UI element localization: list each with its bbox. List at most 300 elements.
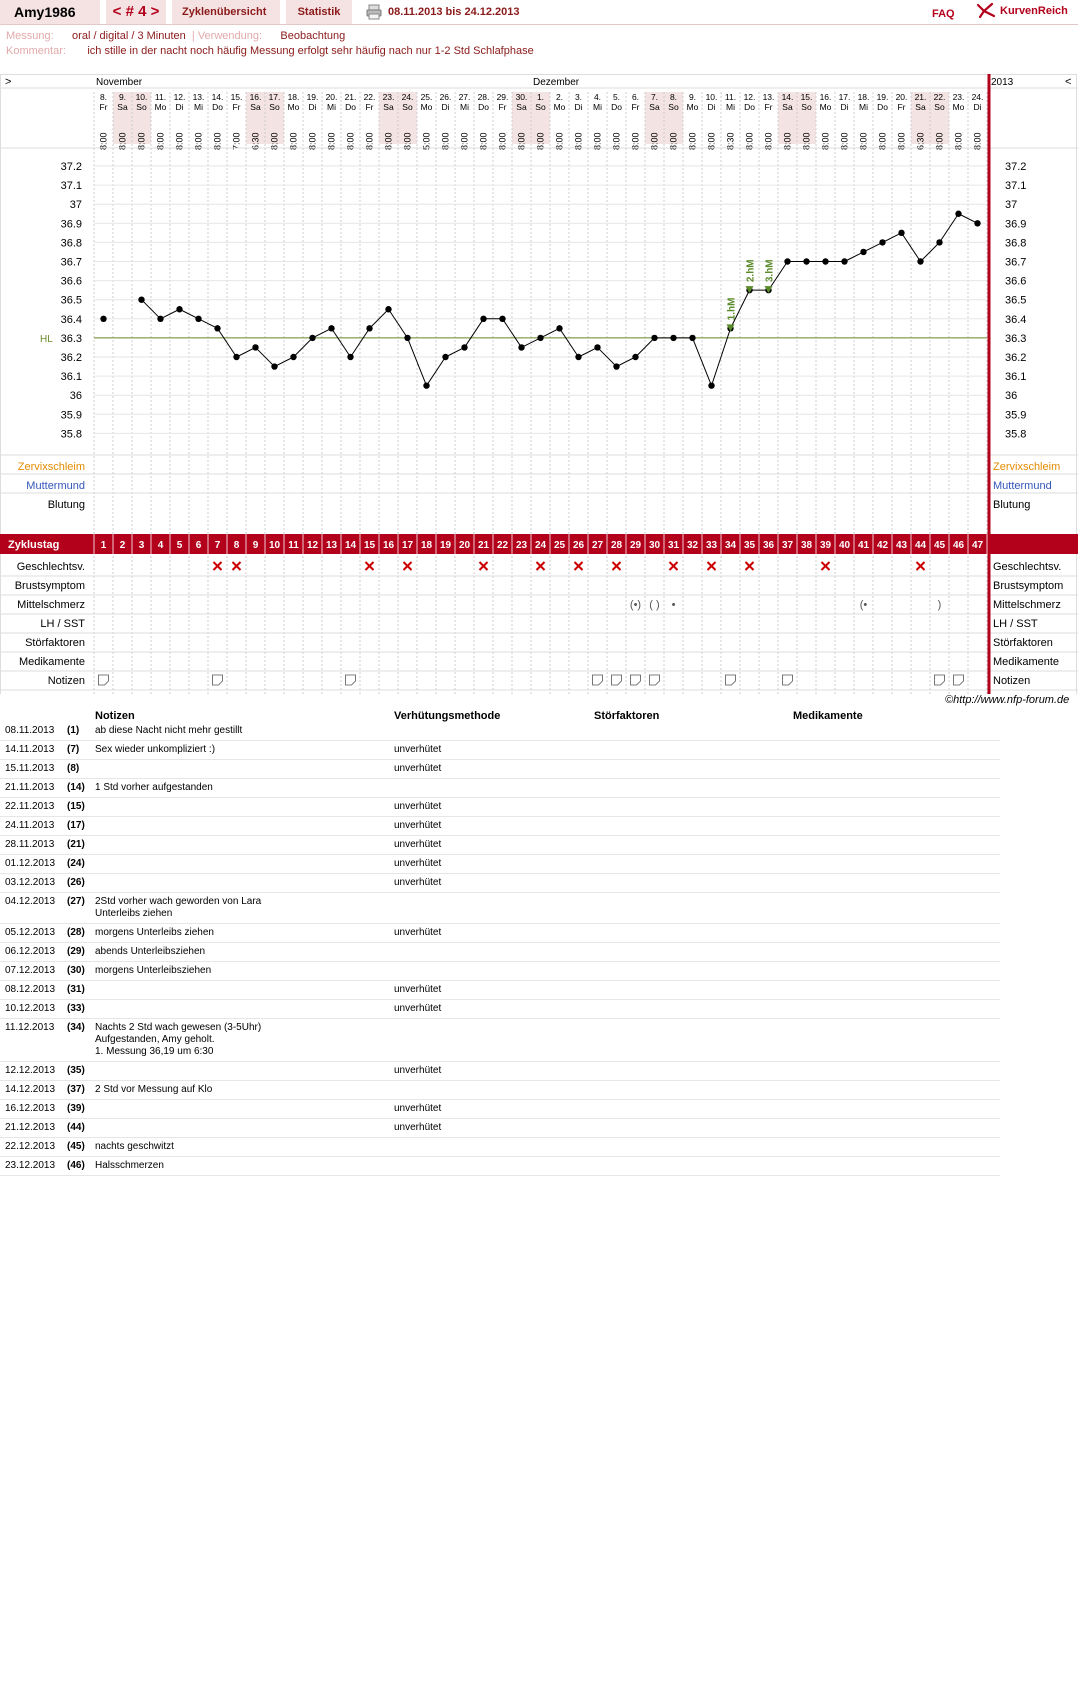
temperature-point: [613, 363, 619, 369]
weekday-label: Mo: [420, 102, 433, 112]
date-label: 25.: [420, 92, 433, 102]
weekday-label: Sa: [915, 102, 926, 112]
notes-row: [0, 1159, 1000, 1176]
cycle-day-number: 20: [458, 540, 471, 551]
time-label: 8:00: [972, 132, 983, 150]
note-date: 22.12.2013: [5, 1141, 56, 1152]
cycle-day-number: 3: [138, 540, 145, 551]
weekday-label: Fr: [498, 102, 507, 112]
date-label: 29.: [496, 92, 509, 102]
note-date: 23.12.2013: [5, 1160, 56, 1171]
date-label: 12.: [173, 92, 186, 102]
weekday-label: So: [136, 102, 147, 112]
row-label-right: Muttermund: [993, 480, 1052, 492]
weekday-label: Do: [478, 102, 489, 112]
y-tick-right: 36.2: [1005, 352, 1027, 364]
logo-icon: [976, 2, 996, 20]
time-label: 8:00: [269, 132, 280, 150]
note-text: Nachts 2 Std wach gewesen (3-5Uhr) Aufgestanden, Amy geholt. 1. Messung 36,19 um 6:30: [95, 1022, 262, 1057]
time-label: 8:00: [820, 132, 831, 150]
y-tick-left: 36.4: [60, 313, 82, 326]
time-label: 8:00: [516, 132, 527, 150]
temperature-point: [100, 316, 106, 322]
weekday-label: Di: [441, 102, 450, 112]
temperature-point: [176, 306, 182, 312]
note-text: morgens Unterleibs ziehen: [95, 927, 214, 938]
time-label: 8:00: [117, 132, 128, 150]
cycle-day-number: 30: [648, 540, 661, 551]
date-label: 8.: [99, 92, 108, 102]
notes-row: [0, 1064, 1000, 1081]
weekday-label: Fr: [764, 102, 773, 112]
date-label: 1.: [536, 92, 545, 102]
note-date: 11.12.2013: [5, 1022, 55, 1033]
logo-text: KurvenReich: [1000, 5, 1068, 17]
time-label: 8:00: [326, 132, 337, 150]
weekday-label: Sa: [649, 102, 660, 112]
time-label: 8:00: [155, 132, 166, 150]
month-label: November: [96, 77, 143, 88]
weekday-label: So: [668, 102, 679, 112]
time-label: 8:00: [839, 132, 850, 150]
temperature-point: [404, 335, 410, 341]
note-text: Sex wieder unkompliziert :): [95, 744, 216, 755]
y-tick-right: 36.5: [1005, 294, 1027, 307]
date-label: 10.: [705, 92, 718, 102]
time-label: 8:30: [725, 132, 736, 150]
y-tick-right: 36.4: [1005, 313, 1027, 326]
cycle-day-number: 15: [363, 540, 376, 551]
y-tick-left: 36.9: [60, 218, 82, 231]
time-label: 8:00: [535, 132, 546, 150]
time-label: 8:00: [744, 132, 755, 150]
y-tick-left: 36.7: [60, 256, 82, 269]
notes-row: [0, 983, 1000, 1000]
notes-row: [0, 781, 1000, 798]
cycle-day-number: 36: [762, 540, 775, 551]
y-tick-left: 35.9: [60, 409, 82, 422]
time-label: 8:00: [801, 132, 812, 150]
date-label: 17.: [268, 92, 281, 102]
mittelschmerz-mark: •: [671, 599, 676, 611]
cycle-day-number: 19: [439, 540, 452, 551]
cycle-day-number: 21: [477, 540, 490, 551]
weekday-label: Mo: [553, 102, 566, 112]
temperature-point: [328, 325, 334, 331]
cycle-day-number: 25: [553, 540, 566, 551]
note-date: 06.12.2013: [5, 946, 56, 957]
cycle-day-number: 38: [800, 540, 813, 551]
date-label: 14.: [211, 92, 224, 102]
y-tick-left: 37.1: [60, 180, 82, 193]
temperature-point: [670, 335, 676, 341]
temperature-point: [936, 239, 942, 245]
date-label: 15.: [230, 92, 243, 102]
note-text: 2 Std vor Messung auf Klo: [95, 1084, 213, 1095]
note-date: 07.12.2013: [5, 965, 56, 976]
cycle-day-label: Zyklustag: [8, 539, 60, 551]
date-label: 21.: [914, 92, 927, 102]
date-label: 24.: [971, 92, 984, 102]
date-label: 3.: [574, 92, 583, 102]
note-date: 08.11.2013: [5, 725, 55, 736]
date-label: 30.: [515, 92, 528, 102]
y-tick-right: 36.8: [1005, 237, 1027, 250]
time-label: 8:00: [345, 132, 356, 150]
time-label: 8:00: [136, 132, 147, 150]
weekday-label: Do: [345, 102, 356, 112]
notes-row: [0, 1140, 1000, 1157]
temperature-point: [366, 325, 372, 331]
date-label: 11.: [724, 92, 737, 102]
cycle-day-number: 1: [100, 540, 107, 551]
temperature-point: [442, 354, 448, 360]
time-label: 8:00: [174, 132, 185, 150]
date-label: 13.: [192, 92, 205, 102]
time-label: 8:00: [592, 132, 603, 150]
weekday-label: Di: [840, 102, 849, 112]
notes-row: [0, 1121, 1000, 1138]
weekday-label: So: [801, 102, 812, 112]
cycle-day-number: 11: [288, 540, 299, 551]
weekday-label: Fr: [365, 102, 374, 112]
temperature-point: [917, 258, 923, 264]
temperature-point: [138, 297, 144, 303]
weekday-label: Sa: [516, 102, 527, 112]
method-header: Verhütungsmethode: [394, 710, 501, 722]
time-label: 5:00: [421, 132, 432, 150]
temperature-point: [708, 382, 714, 388]
cycle-day-number: 6: [195, 540, 202, 551]
weekday-label: Mi: [327, 102, 336, 112]
notes-row: [0, 1021, 1000, 1062]
row-label-right: LH / SST: [993, 618, 1038, 630]
measurement-label: Messung:: [6, 30, 54, 42]
note-method: unverhütet: [394, 1122, 442, 1133]
y-tick-left: 36.1: [60, 371, 82, 384]
weekday-label: Sa: [782, 102, 793, 112]
temperature-point: [974, 220, 980, 226]
weekday-label: Mo: [952, 102, 965, 112]
notes-row: [0, 895, 1000, 924]
cycle-day-number: 7: [214, 540, 221, 551]
note-cycle-day: (33): [67, 1003, 85, 1014]
cycle-day-number: 33: [705, 540, 718, 551]
top-bar: [0, 0, 1078, 25]
medication-header: Medikamente: [793, 710, 863, 722]
y-tick-right: 36.7: [1005, 256, 1027, 269]
time-label: 8:00: [497, 132, 508, 150]
tab-statistics[interactable]: Statistik: [286, 0, 352, 24]
note-cycle-day: (28): [67, 927, 85, 938]
notes-row: [0, 876, 1000, 893]
cycle-day-number: 13: [325, 540, 338, 551]
temperature-point: [309, 335, 315, 341]
weekday-label: Mo: [287, 102, 300, 112]
cycle-day-number: 26: [572, 540, 585, 551]
note-cycle-day: (29): [67, 946, 85, 957]
date-label: 27.: [458, 92, 471, 102]
date-label: 11.: [154, 92, 167, 102]
time-label: 8:00: [687, 132, 698, 150]
temperature-point: [537, 335, 543, 341]
time-label: 8:00: [402, 132, 413, 150]
y-tick-right: 36.9: [1005, 218, 1027, 231]
weekday-label: Mi: [460, 102, 469, 112]
row-label-left: LH / SST: [40, 618, 85, 630]
date-label: 16.: [819, 92, 832, 102]
cycle-day-number: 4: [157, 540, 164, 551]
row-label-right: Störfaktoren: [993, 637, 1053, 649]
note-text: morgens Unterleibsziehen: [95, 965, 212, 976]
weekday-label: Di: [175, 102, 184, 112]
y-tick-left: 36.3: [60, 332, 82, 345]
temperature-point: [252, 344, 258, 350]
date-label: 24.: [401, 92, 414, 102]
weekday-label: Mo: [686, 102, 699, 112]
time-label: 8:00: [782, 132, 793, 150]
cycle-day-number: 27: [591, 540, 604, 551]
row-label-left: Zervixschleim: [17, 461, 85, 473]
cycle-day-number: 42: [876, 540, 889, 551]
notes-row: [0, 857, 1000, 874]
temperature-point: [689, 335, 695, 341]
row-label-right: Geschlechtsv.: [993, 561, 1062, 573]
row-label-right: Zervixschleim: [993, 461, 1061, 473]
comment-label: Kommentar:: [6, 45, 66, 57]
temperature-point: [803, 258, 809, 264]
note-text: nachts geschwitzt: [95, 1141, 174, 1152]
tab-cycle-overview[interactable]: Zyklenübersicht: [172, 0, 280, 24]
y-tick-left: 35.8: [60, 428, 82, 441]
time-label: 6:30: [250, 132, 261, 150]
notes-row: [0, 819, 1000, 836]
date-label: 18.: [287, 92, 300, 102]
y-tick-left: 36.5: [60, 294, 82, 307]
cycle-day-number: 16: [382, 540, 395, 551]
date-label: 13.: [762, 92, 775, 102]
user-name: Amy1986: [0, 0, 100, 24]
note-text: Halsschmerzen: [95, 1160, 164, 1171]
note-cycle-day: (37): [67, 1084, 85, 1095]
notes-header: Notizen: [95, 710, 135, 722]
cycle-day-number: 2: [119, 540, 126, 551]
date-label: 20.: [895, 92, 908, 102]
mittelschmerz-mark: (•): [629, 599, 642, 611]
date-label: 17.: [838, 92, 851, 102]
cycle-day-number: 10: [268, 540, 281, 551]
note-date: 14.11.2013: [5, 744, 55, 755]
temperature-point: [575, 354, 581, 360]
weekday-label: So: [402, 102, 413, 112]
time-label: 8:00: [649, 132, 660, 150]
cycle-day-number: 32: [686, 540, 699, 551]
row-label-left: Blutung: [47, 499, 85, 511]
mittelschmerz-mark: (•: [859, 599, 868, 611]
notes-row: [0, 964, 1000, 981]
cycle-day-number: 28: [610, 540, 623, 551]
time-label: 8:00: [934, 132, 945, 150]
date-label: 16.: [249, 92, 262, 102]
date-label: 9.: [688, 92, 697, 102]
note-date: 24.11.2013: [5, 820, 55, 831]
time-label: 8:00: [307, 132, 318, 150]
cycle-day-number: 37: [781, 540, 794, 551]
date-label: 20.: [325, 92, 338, 102]
y-tick-left: 36.2: [60, 352, 82, 364]
weekday-label: Sa: [250, 102, 261, 112]
note-date: 10.12.2013: [5, 1003, 56, 1014]
mittelschmerz-mark: ( ): [649, 599, 660, 611]
note-cycle-day: (46): [67, 1160, 85, 1171]
time-label: 8:00: [440, 132, 451, 150]
row-label-left: Mittelschmerz: [17, 599, 85, 611]
note-cycle-day: (24): [67, 858, 85, 869]
cycle-day-number: 14: [344, 540, 357, 551]
time-label: 8:00: [212, 132, 223, 150]
date-label: 12.: [743, 92, 756, 102]
weekday-label: Do: [744, 102, 755, 112]
row-label-left: Muttermund: [26, 480, 85, 492]
faq-link[interactable]: FAQ: [932, 8, 955, 20]
note-cycle-day: (45): [67, 1141, 85, 1152]
temperature-point: [594, 344, 600, 350]
note-cycle-day: (44): [67, 1122, 85, 1133]
chart-frame: [1, 75, 1077, 695]
notes-row: [0, 1102, 1000, 1119]
time-label: 8:00: [877, 132, 888, 150]
notes-row: [0, 926, 1000, 943]
temperature-point: [784, 258, 790, 264]
time-label: 8:00: [383, 132, 394, 150]
note-method: unverhütet: [394, 1065, 442, 1076]
weekday-label: So: [535, 102, 546, 112]
weekday-label: Di: [707, 102, 716, 112]
temperature-chart: [0, 74, 1078, 694]
cycle-day-number: 17: [401, 540, 414, 551]
weekday-label: Sa: [383, 102, 394, 112]
usage-label: Verwendung:: [197, 30, 263, 42]
weekday-label: Mi: [593, 102, 602, 112]
time-label: 8:00: [288, 132, 299, 150]
cycle-day-number: 31: [667, 540, 680, 551]
disturbances-header: Störfaktoren: [594, 710, 660, 722]
note-date: 22.11.2013: [5, 801, 55, 812]
temperature-point: [214, 325, 220, 331]
temperature-point: [157, 316, 163, 322]
cycle-day-number: 45: [933, 540, 946, 551]
time-label: 8:00: [193, 132, 204, 150]
cycle-day-number: 12: [306, 540, 319, 551]
temperature-point: [651, 335, 657, 341]
note-date: 08.12.2013: [5, 984, 56, 995]
note-text: 2Std vorher wach geworden von Lara Unterleibs ziehen: [95, 896, 262, 919]
row-label-right: Mittelschmerz: [993, 599, 1061, 611]
temperature-point: [556, 325, 562, 331]
temperature-point: [290, 354, 296, 360]
cover-line-label: HL: [40, 333, 53, 345]
temperature-point: [233, 354, 239, 360]
date-label: 22.: [933, 92, 946, 102]
row-label-right: Blutung: [993, 499, 1031, 511]
measurement-info: Messung: oral / digital / 3 Minuten | Verwendung: Beobachtung: [6, 30, 346, 42]
row-label-left: Störfaktoren: [25, 637, 85, 649]
date-label: 8.: [669, 92, 678, 102]
cycle-day-number: 24: [534, 540, 547, 551]
note-method: unverhütet: [394, 1103, 442, 1114]
note-date: 28.11.2013: [5, 839, 55, 850]
cycle-day-number: 43: [895, 540, 908, 551]
mittelschmerz-mark: ): [937, 599, 942, 611]
temperature-point: [385, 306, 391, 312]
high-marker-label: 2.hM: [745, 259, 757, 283]
time-label: 7:00: [231, 132, 242, 150]
cycle-day-number: 39: [819, 540, 832, 551]
note-method: unverhütet: [394, 984, 442, 995]
row-label-left: Geschlechtsv.: [16, 561, 85, 573]
year-label: 2013: [991, 77, 1014, 88]
weekday-label: So: [934, 102, 945, 112]
weekday-label: Mo: [154, 102, 167, 112]
weekday-label: Mo: [819, 102, 832, 112]
time-label: 8:00: [668, 132, 679, 150]
temperature-point: [860, 249, 866, 255]
printer-icon[interactable]: [366, 4, 382, 20]
note-method: unverhütet: [394, 801, 442, 812]
time-label: 8:00: [364, 132, 375, 150]
temperature-point: [195, 316, 201, 322]
time-label: 8:00: [459, 132, 470, 150]
notes-row: [0, 743, 1000, 760]
date-label: 18.: [857, 92, 870, 102]
time-label: 8:00: [478, 132, 489, 150]
date-label: 26.: [439, 92, 452, 102]
temperature-point: [461, 344, 467, 350]
weekday-label: Sa: [117, 102, 128, 112]
date-label: 10.: [135, 92, 148, 102]
note-date: 14.12.2013: [5, 1084, 56, 1095]
date-label: 23.: [952, 92, 965, 102]
y-tick-left: 36.8: [60, 237, 82, 250]
note-cycle-day: (1): [67, 725, 80, 736]
y-tick-right: 36.1: [1005, 371, 1027, 384]
note-cycle-day: (14): [67, 782, 85, 793]
comment-value: ich stille in der nacht noch häufig Messung erfolgt sehr häufig nach nur 1-2 Std Schlafphase: [87, 45, 534, 57]
note-cycle-day: (15): [67, 801, 85, 812]
y-tick-right: 37: [1005, 199, 1018, 212]
weekday-label: Do: [611, 102, 622, 112]
note-method: unverhütet: [394, 763, 442, 774]
notes-row: [0, 945, 1000, 962]
note-date: 21.11.2013: [5, 782, 55, 793]
note-method: unverhütet: [394, 1003, 442, 1014]
note-method: unverhütet: [394, 877, 442, 888]
cycle-day-number: 18: [420, 540, 433, 551]
cycle-navigation[interactable]: < # 4 >: [106, 0, 166, 24]
y-tick-right: 36: [1005, 390, 1018, 403]
weekday-label: Fr: [99, 102, 108, 112]
y-tick-left: 37.2: [60, 161, 82, 173]
weekday-label: Do: [212, 102, 223, 112]
notes-row: [0, 762, 1000, 779]
weekday-label: Di: [308, 102, 317, 112]
date-label: 14.: [781, 92, 794, 102]
cycle-day-number: 29: [629, 540, 642, 551]
temperature-point: [955, 211, 961, 217]
note-method: unverhütet: [394, 820, 442, 831]
date-label: 19.: [876, 92, 889, 102]
cycle-day-number: 5: [176, 540, 183, 551]
